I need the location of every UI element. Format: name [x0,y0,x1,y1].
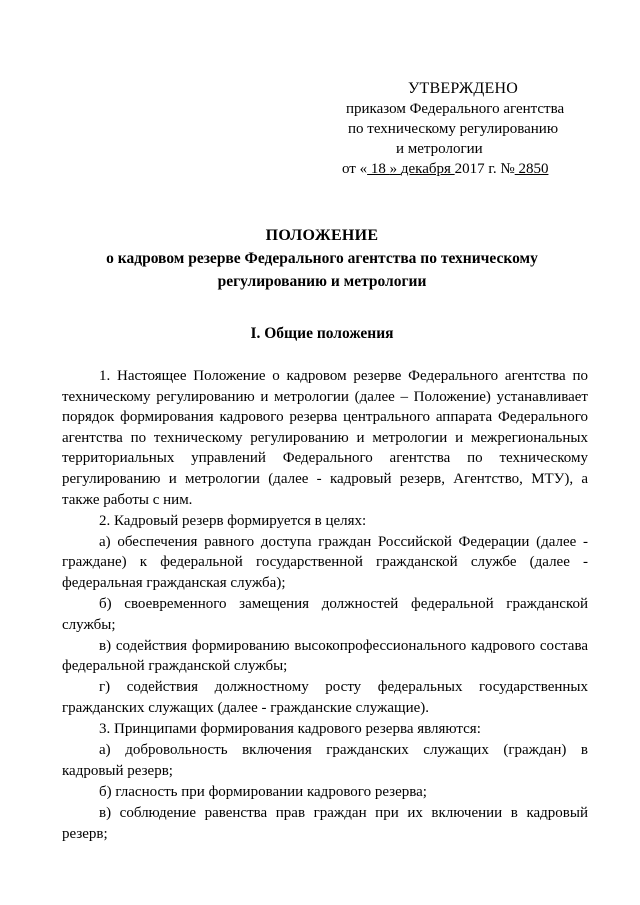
date-prefix: от « [342,161,368,177]
paragraph-1: 1. Настоящее Положение о кадровом резерве Федерального агентства по техническому регулированию и метрологии (далее – Положение) устанавливает порядок формирования кадрового резерва центрального аппарата Федерального агентства по техническому регулированию и метрологии и межрегиональных территориальных управлений Федерального агентства по техническому регулированию и метрологии (далее - кадровый резерв, Агентство, МТУ), а также работы с ним. [62,368,588,508]
approval-line-3: и метрологии [396,141,483,157]
paragraph-2: 2. Кадровый резерв формируется в целях: [99,512,367,529]
date-month: декабря [400,161,455,177]
approval-date-line [342,159,606,179]
section-heading: I. Общие положения [250,325,394,342]
paragraph-2d: г) содействия должностному росту федеральных государственных гражданских служащих (далее - гражданские служащие). [62,679,588,716]
date-year: 2017 г. № [454,161,515,177]
approval-title: УТВЕРЖДЕНО [408,80,519,97]
title-line-1: о кадровом резерве Федерального агентства по техническому [106,250,538,267]
paragraph-2c: в) содействия формированию высокопрофессионального кадрового состава федеральной гражданской службы; [62,637,588,675]
approval-line-1: приказом Федерального агентства [346,101,565,117]
paragraph-3a: а) добровольность включения гражданских служащих (граждан) в кадровый резерв; [62,742,588,779]
paragraph-3: 3. Принципами формирования кадрового резерва являются: [99,721,481,738]
date-day: 18 [367,161,390,177]
order-number: 2850 [514,161,549,177]
paragraph-3c: в) соблюдение равенства прав граждан при их включении в кадровый резерв; [62,804,588,842]
title-heading: ПОЛОЖЕНИЕ [265,227,379,244]
approval-stamp-block [342,79,606,179]
document-body [62,366,588,844]
title-line-2: регулированию и метрологии [217,273,427,290]
date-mid: » [389,161,401,177]
paragraph-3b: б) гласность при формировании кадрового резерва; [99,783,427,800]
paragraph-2a: а) обеспечения равного доступа граждан Российской Федерации (далее - граждане) к федеральной государственной гражданской службе (далее - федеральная гражданская служба); [62,533,588,591]
paragraph-2b: б) своевременного замещения должностей федеральной гражданской службы; [62,596,588,633]
approval-line-2: по техническому регулированию [348,121,559,137]
document-title [60,224,584,293]
